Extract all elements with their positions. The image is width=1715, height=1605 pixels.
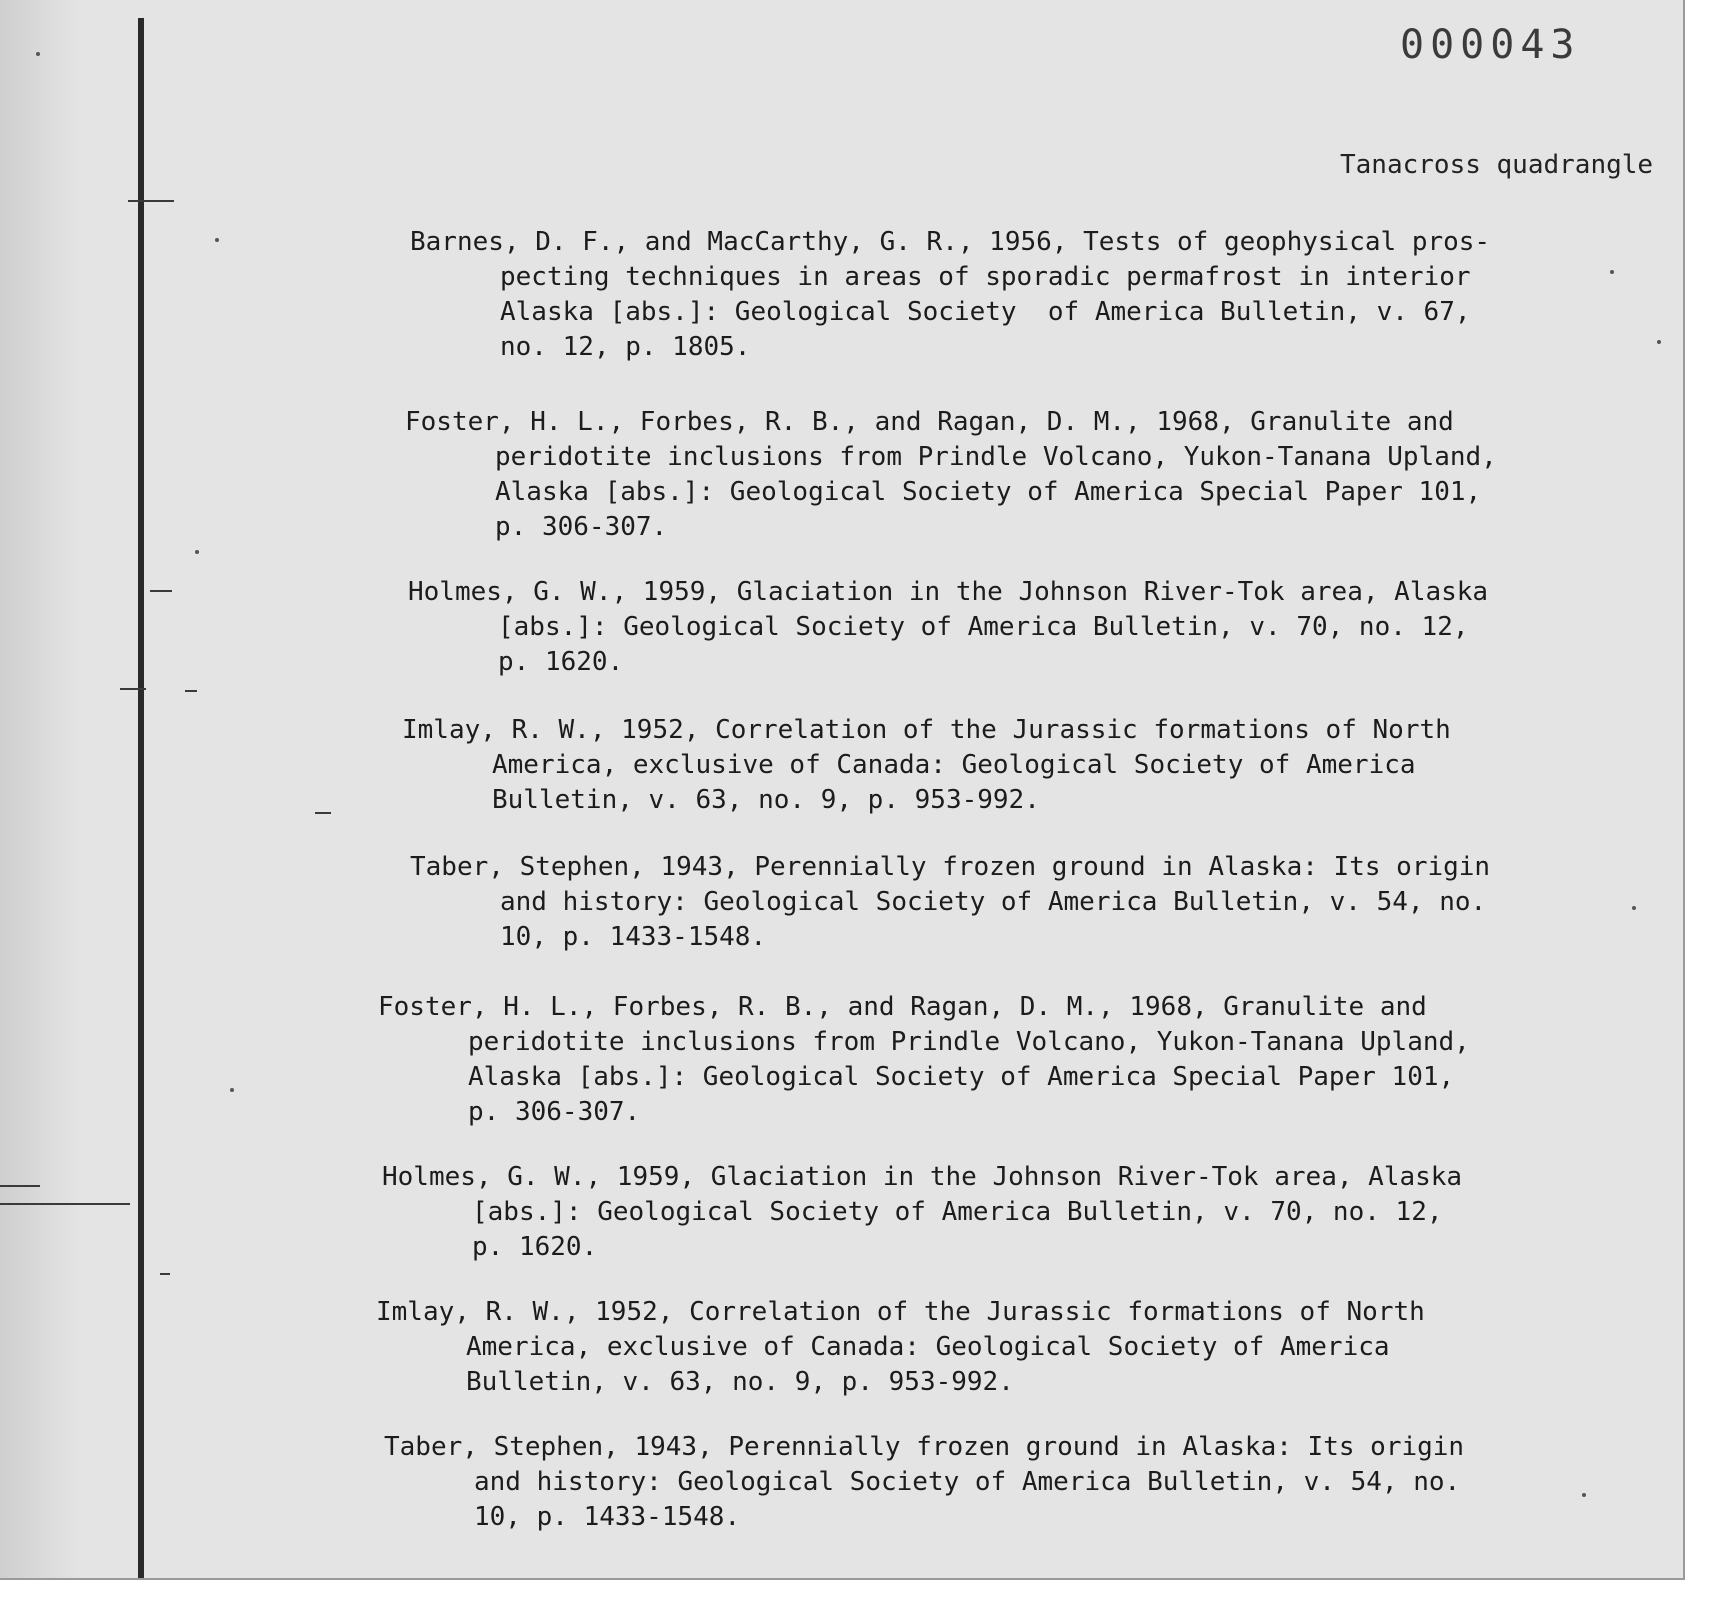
reference-line: [abs.]: Geological Society of America Bulletin, v. 70, no. 12,	[498, 612, 1469, 642]
reference-line: peridotite inclusions from Prindle Volcano, Yukon-Tanana Upland,	[468, 1027, 1470, 1057]
reference-line: peridotite inclusions from Prindle Volcano, Yukon-Tanana Upland,	[495, 442, 1497, 472]
reference-line: America, exclusive of Canada: Geological Society of America	[466, 1332, 1390, 1362]
reference-entry	[410, 225, 1710, 365]
scan-speck	[195, 550, 199, 554]
reference-line: Barnes, D. F., and MacCarthy, G. R., 1956, Tests of geophysical pros-	[410, 227, 1491, 257]
reference-line: 10, p. 1433-1548.	[500, 922, 767, 952]
reference-line: 10, p. 1433-1548.	[474, 1502, 741, 1532]
reference-entry	[378, 990, 1678, 1130]
reference-line: Taber, Stephen, 1943, Perennially frozen ground in Alaska: Its origin	[384, 1432, 1465, 1462]
reference-line: Alaska [abs.]: Geological Society of America Bulletin, v. 67,	[500, 297, 1471, 327]
scan-speck	[215, 238, 219, 242]
margin-tick	[185, 690, 197, 692]
margin-tick	[0, 1203, 130, 1205]
margin-tick	[128, 200, 174, 202]
scan-speck	[230, 1088, 234, 1092]
reference-entry	[382, 1160, 1682, 1265]
reference-entry	[405, 405, 1705, 545]
reference-line: Holmes, G. W., 1959, Glaciation in the Johnson River-Tok area, Alaska	[382, 1162, 1463, 1192]
reference-line: p. 306-307.	[495, 512, 668, 542]
reference-entry	[410, 850, 1710, 955]
reference-line: Holmes, G. W., 1959, Glaciation in the Johnson River-Tok area, Alaska	[408, 577, 1489, 607]
margin-tick	[315, 812, 331, 814]
reference-line: Bulletin, v. 63, no. 9, p. 953-992.	[492, 785, 1040, 815]
reference-line: Imlay, R. W., 1952, Correlation of the Jurassic formations of North	[402, 715, 1451, 745]
reference-entry	[376, 1295, 1676, 1400]
page-edge-shadow	[0, 0, 80, 1578]
scan-speck	[36, 52, 40, 56]
margin-tick	[150, 590, 172, 592]
reference-entry	[408, 575, 1708, 680]
reference-line: Taber, Stephen, 1943, Perennially frozen ground in Alaska: Its origin	[410, 852, 1491, 882]
margin-tick	[120, 688, 146, 690]
reference-entry	[384, 1430, 1684, 1535]
quadrangle-header: Tanacross quadrangle	[1340, 150, 1654, 180]
reference-line: and history: Geological Society of America Bulletin, v. 54, no.	[500, 887, 1487, 917]
reference-line: p. 306-307.	[468, 1097, 641, 1127]
margin-tick	[0, 1185, 40, 1187]
reference-line: and history: Geological Society of America Bulletin, v. 54, no.	[474, 1467, 1461, 1497]
reference-line: pecting techniques in areas of sporadic permafrost in interior	[500, 262, 1471, 292]
reference-line: p. 1620.	[472, 1232, 598, 1262]
margin-tick	[160, 1273, 170, 1275]
reference-line: Foster, H. L., Forbes, R. B., and Ragan, D. M., 1968, Granulite and	[405, 407, 1454, 437]
reference-line: Imlay, R. W., 1952, Correlation of the Jurassic formations of North	[376, 1297, 1425, 1327]
reference-line: Foster, H. L., Forbes, R. B., and Ragan, D. M., 1968, Granulite and	[378, 992, 1427, 1022]
reference-line: Bulletin, v. 63, no. 9, p. 953-992.	[466, 1367, 1014, 1397]
reference-line: no. 12, p. 1805.	[500, 332, 751, 362]
document-number: 000043	[1400, 22, 1581, 68]
reference-entry	[402, 713, 1702, 818]
reference-line: [abs.]: Geological Society of America Bulletin, v. 70, no. 12,	[472, 1197, 1443, 1227]
reference-line: p. 1620.	[498, 647, 624, 677]
reference-line: America, exclusive of Canada: Geological Society of America	[492, 750, 1416, 780]
reference-line: Alaska [abs.]: Geological Society of America Special Paper 101,	[495, 477, 1482, 507]
reference-line: Alaska [abs.]: Geological Society of America Special Paper 101,	[468, 1062, 1455, 1092]
binding-margin-line	[138, 18, 144, 1578]
